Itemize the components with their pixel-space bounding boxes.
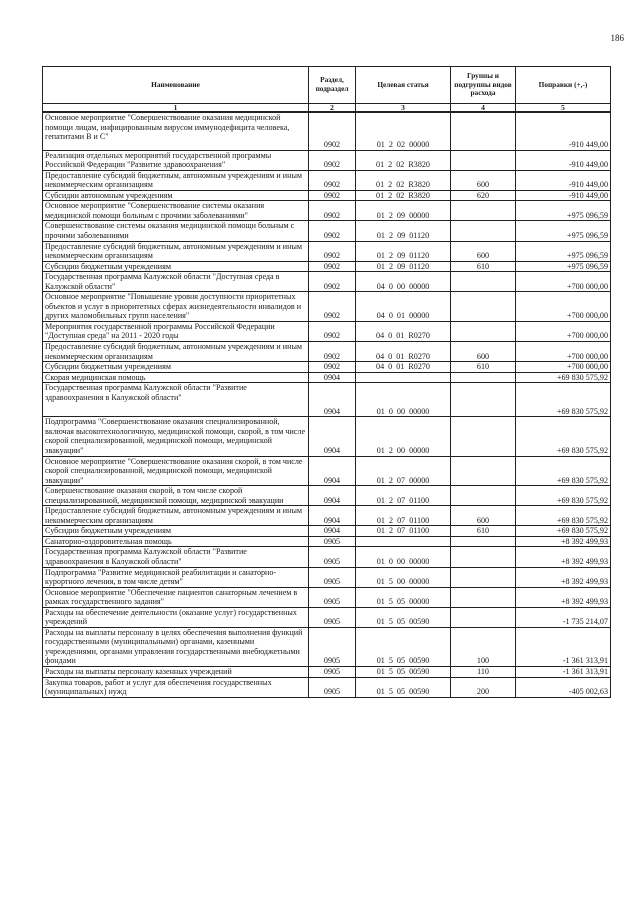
row-amount-cell: +700 000,00 bbox=[516, 272, 611, 292]
row-name-cell: Совершенствование оказания скорой, в том числе скорой специализированной, медицинской помощи, медицинской эвакуации bbox=[43, 486, 309, 506]
row-name-cell: Закупка товаров, работ и услуг для обеспечения государственных (муниципальных) нужд bbox=[43, 677, 309, 697]
table-row bbox=[43, 342, 611, 362]
row-group-cell bbox=[451, 292, 516, 322]
table-row bbox=[43, 321, 611, 341]
row-name-cell: Мероприятия государственной программы Российской Федерации "Доступная среда" на 2011 - 2020 годы bbox=[43, 321, 309, 341]
row-amount-cell: +8 392 499,93 bbox=[516, 587, 611, 607]
row-section-cell: 0902 bbox=[309, 241, 356, 261]
row-target-cell: 01 2 07 01100 bbox=[356, 526, 451, 537]
table-row bbox=[43, 506, 611, 526]
row-target-cell: 01 5 05 00590 bbox=[356, 627, 451, 666]
row-target-cell: 01 2 00 00000 bbox=[356, 417, 451, 456]
row-amount-cell: +69 830 575,92 bbox=[516, 506, 611, 526]
row-section-cell: 0905 bbox=[309, 547, 356, 567]
row-group-cell bbox=[451, 150, 516, 170]
row-amount-cell: -405 002,63 bbox=[516, 677, 611, 697]
row-name-cell: Расходы на выплаты персоналу в целях обеспечения выполнения функций государственными (муниципальными) органами, казенными учреждениями, органами управления государственными внебюджетными фондами bbox=[43, 627, 309, 666]
row-group-cell bbox=[451, 567, 516, 587]
row-group-cell bbox=[451, 112, 516, 150]
row-amount-cell: +8 392 499,93 bbox=[516, 536, 611, 547]
table-row bbox=[43, 362, 611, 373]
row-group-cell: 600 bbox=[451, 342, 516, 362]
row-name-cell: Субсидии бюджетным учреждениям bbox=[43, 362, 309, 373]
row-section-cell: 0904 bbox=[309, 526, 356, 537]
row-name-cell: Субсидии бюджетным учреждениям bbox=[43, 526, 309, 537]
row-section-cell: 0902 bbox=[309, 221, 356, 241]
row-amount-cell: +700 000,00 bbox=[516, 342, 611, 362]
table-row bbox=[43, 372, 611, 383]
table-row bbox=[43, 221, 611, 241]
row-group-cell bbox=[451, 201, 516, 221]
row-name-cell: Санаторно-оздоровительная помощь bbox=[43, 536, 309, 547]
row-target-cell: 01 2 09 01120 bbox=[356, 241, 451, 261]
row-group-cell bbox=[451, 417, 516, 456]
table-row bbox=[43, 112, 611, 150]
row-section-cell: 0904 bbox=[309, 456, 356, 486]
row-amount-cell: +8 392 499,93 bbox=[516, 567, 611, 587]
row-amount-cell: -910 449,00 bbox=[516, 150, 611, 170]
table-row bbox=[43, 170, 611, 190]
row-amount-cell: +975 096,59 bbox=[516, 261, 611, 272]
row-amount-cell: -910 449,00 bbox=[516, 190, 611, 201]
row-section-cell: 0902 bbox=[309, 272, 356, 292]
row-target-cell bbox=[356, 536, 451, 547]
table-row bbox=[43, 567, 611, 587]
row-name-cell: Предоставление субсидий бюджетным, автономным учреждениям и иным некоммерческим организациям bbox=[43, 342, 309, 362]
row-name-cell: Совершенствование системы оказания медицинской помощи больным с прочими заболеваниями bbox=[43, 221, 309, 241]
row-target-cell: 01 2 02 R3820 bbox=[356, 150, 451, 170]
row-amount-cell: +975 096,59 bbox=[516, 241, 611, 261]
row-name-cell: Основное мероприятие "Повышение уровня доступности приоритетных объектов и услуг в приоритетных сферах жизнедеятельности инвалидов и других маломобильных групп населения" bbox=[43, 292, 309, 322]
row-amount-cell: +975 096,59 bbox=[516, 201, 611, 221]
row-group-cell: 620 bbox=[451, 190, 516, 201]
table-row bbox=[43, 607, 611, 627]
row-section-cell: 0902 bbox=[309, 201, 356, 221]
row-group-cell bbox=[451, 372, 516, 383]
column-number: 1 bbox=[43, 104, 309, 113]
row-section-cell: 0902 bbox=[309, 112, 356, 150]
table-row bbox=[43, 190, 611, 201]
table-row bbox=[43, 261, 611, 272]
row-name-cell: Реализация отдельных мероприятий государственной программы Российской Федерации "Развитие здравоохранения" bbox=[43, 150, 309, 170]
row-group-cell bbox=[451, 607, 516, 627]
row-section-cell: 0905 bbox=[309, 627, 356, 666]
row-name-cell: Предоставление субсидий бюджетным, автономным учреждениям и иным некоммерческим организациям bbox=[43, 170, 309, 190]
row-section-cell: 0902 bbox=[309, 170, 356, 190]
row-amount-cell: +69 830 575,92 bbox=[516, 417, 611, 456]
row-amount-cell: -910 449,00 bbox=[516, 170, 611, 190]
row-section-cell: 0902 bbox=[309, 342, 356, 362]
row-group-cell bbox=[451, 547, 516, 567]
row-group-cell bbox=[451, 456, 516, 486]
row-amount-cell: +69 830 575,92 bbox=[516, 456, 611, 486]
page-number: 186 bbox=[610, 33, 624, 43]
row-group-cell bbox=[451, 486, 516, 506]
row-amount-cell: -910 449,00 bbox=[516, 112, 611, 150]
row-target-cell bbox=[356, 372, 451, 383]
row-group-cell bbox=[451, 383, 516, 417]
row-group-cell bbox=[451, 587, 516, 607]
table-row bbox=[43, 677, 611, 697]
row-name-cell: Расходы на обеспечение деятельности (оказание услуг) государственных учреждений bbox=[43, 607, 309, 627]
row-name-cell: Основное мероприятие "Совершенствование оказания скорой, в том числе скорой специализированной, медицинской помощи, медицинской эвакуации" bbox=[43, 456, 309, 486]
row-name-cell: Основное мероприятие "Совершенствование оказания медицинской помощи лицам, инфицированным вирусом иммунодефицита человека, гепатитами В и С" bbox=[43, 112, 309, 150]
row-target-cell: 04 0 01 00000 bbox=[356, 292, 451, 322]
budget-amendments-table bbox=[42, 66, 611, 698]
row-section-cell: 0905 bbox=[309, 677, 356, 697]
row-section-cell: 0905 bbox=[309, 587, 356, 607]
table-body bbox=[43, 112, 611, 697]
row-amount-cell: +975 096,59 bbox=[516, 221, 611, 241]
row-group-cell: 110 bbox=[451, 666, 516, 677]
table-row bbox=[43, 536, 611, 547]
column-header-name: Наименование bbox=[43, 67, 309, 104]
row-section-cell: 0902 bbox=[309, 150, 356, 170]
row-amount-cell: +69 830 575,92 bbox=[516, 486, 611, 506]
row-name-cell: Предоставление субсидий бюджетным, автономным учреждениям и иным некоммерческим организациям bbox=[43, 506, 309, 526]
row-group-cell: 100 bbox=[451, 627, 516, 666]
row-target-cell: 04 0 01 R0270 bbox=[356, 342, 451, 362]
row-name-cell: Подпрограмма "Развитие медицинской реабилитации и санаторно-курортного лечения, в том числе детям" bbox=[43, 567, 309, 587]
table-row bbox=[43, 150, 611, 170]
row-section-cell: 0905 bbox=[309, 607, 356, 627]
row-section-cell: 0904 bbox=[309, 506, 356, 526]
row-amount-cell: +69 830 575,92 bbox=[516, 383, 611, 417]
row-target-cell: 04 0 00 00000 bbox=[356, 272, 451, 292]
row-section-cell: 0905 bbox=[309, 666, 356, 677]
row-target-cell: 01 2 07 01100 bbox=[356, 506, 451, 526]
row-name-cell: Государственная программа Калужской области "Доступная среда в Калужской области" bbox=[43, 272, 309, 292]
row-section-cell: 0904 bbox=[309, 383, 356, 417]
table-row bbox=[43, 241, 611, 261]
table-row bbox=[43, 587, 611, 607]
row-group-cell: 200 bbox=[451, 677, 516, 697]
row-amount-cell: +69 830 575,92 bbox=[516, 526, 611, 537]
row-amount-cell: +8 392 499,93 bbox=[516, 547, 611, 567]
column-header-group: Группы и подгруппы видов расхода bbox=[451, 67, 516, 104]
row-name-cell: Государственная программа Калужской области "Развитие здравоохранения в Калужской области" bbox=[43, 547, 309, 567]
column-header-amount: Поправки (+,-) bbox=[516, 67, 611, 104]
column-number: 5 bbox=[516, 104, 611, 113]
row-group-cell: 600 bbox=[451, 506, 516, 526]
row-name-cell: Основное мероприятие "Совершенствование системы оказания медицинской помощи больным с прочими заболеваниями" bbox=[43, 201, 309, 221]
row-group-cell bbox=[451, 221, 516, 241]
table-row bbox=[43, 666, 611, 677]
row-section-cell: 0905 bbox=[309, 536, 356, 547]
row-target-cell: 01 2 09 01120 bbox=[356, 261, 451, 272]
row-name-cell: Субсидии бюджетным учреждениям bbox=[43, 261, 309, 272]
row-group-cell bbox=[451, 272, 516, 292]
row-name-cell: Субсидии автономным учреждениям bbox=[43, 190, 309, 201]
column-header-target: Целевая статья bbox=[356, 67, 451, 104]
row-section-cell: 0905 bbox=[309, 567, 356, 587]
row-group-cell: 600 bbox=[451, 170, 516, 190]
row-name-cell: Подпрограмма "Совершенствование оказания специализированной, включая высокотехнологичную, медицинской помощи, скорой, в том числе скорой специализированной, медицинской помощи, медицинской эвакуации" bbox=[43, 417, 309, 456]
row-group-cell: 610 bbox=[451, 261, 516, 272]
row-target-cell: 01 2 02 00000 bbox=[356, 112, 451, 150]
table-row bbox=[43, 201, 611, 221]
row-amount-cell: +700 000,00 bbox=[516, 362, 611, 373]
row-name-cell: Государственная программа Калужской области "Развитие здравоохранения в Калужской области" bbox=[43, 383, 309, 417]
row-target-cell: 01 5 00 00000 bbox=[356, 567, 451, 587]
row-section-cell: 0904 bbox=[309, 417, 356, 456]
row-amount-cell: +700 000,00 bbox=[516, 321, 611, 341]
table-row bbox=[43, 456, 611, 486]
row-amount-cell: +69 830 575,92 bbox=[516, 372, 611, 383]
column-number-row bbox=[43, 104, 611, 113]
row-amount-cell: -1 735 214,07 bbox=[516, 607, 611, 627]
row-target-cell: 01 0 00 00000 bbox=[356, 547, 451, 567]
table-row bbox=[43, 547, 611, 567]
row-target-cell: 01 2 02 R3820 bbox=[356, 170, 451, 190]
row-name-cell: Основное мероприятие "Обеспечение пациентов санаторным лечением в рамках государственного задания" bbox=[43, 587, 309, 607]
row-group-cell bbox=[451, 321, 516, 341]
row-target-cell: 01 5 05 00000 bbox=[356, 587, 451, 607]
row-group-cell: 610 bbox=[451, 526, 516, 537]
row-name-cell: Скорая медицинская помощь bbox=[43, 372, 309, 383]
row-target-cell: 01 2 02 R3820 bbox=[356, 190, 451, 201]
column-number: 4 bbox=[451, 104, 516, 113]
row-section-cell: 0902 bbox=[309, 362, 356, 373]
column-number: 2 bbox=[309, 104, 356, 113]
row-target-cell: 04 0 01 R0270 bbox=[356, 321, 451, 341]
table-row bbox=[43, 526, 611, 537]
table-header-row bbox=[43, 67, 611, 104]
row-group-cell bbox=[451, 536, 516, 547]
row-name-cell: Предоставление субсидий бюджетным, автономным учреждениям и иным некоммерческим организациям bbox=[43, 241, 309, 261]
row-target-cell: 04 0 01 R0270 bbox=[356, 362, 451, 373]
row-section-cell: 0902 bbox=[309, 190, 356, 201]
table-row bbox=[43, 486, 611, 506]
row-amount-cell: -1 361 313,91 bbox=[516, 666, 611, 677]
table-row bbox=[43, 292, 611, 322]
row-section-cell: 0902 bbox=[309, 321, 356, 341]
row-target-cell: 01 5 05 00590 bbox=[356, 677, 451, 697]
row-section-cell: 0902 bbox=[309, 292, 356, 322]
row-target-cell: 01 5 05 00590 bbox=[356, 607, 451, 627]
row-amount-cell: -1 361 313,91 bbox=[516, 627, 611, 666]
row-target-cell: 01 2 09 00000 bbox=[356, 201, 451, 221]
table-row bbox=[43, 383, 611, 417]
row-target-cell: 01 2 09 01120 bbox=[356, 221, 451, 241]
column-number: 3 bbox=[356, 104, 451, 113]
row-target-cell: 01 5 05 00590 bbox=[356, 666, 451, 677]
row-amount-cell: +700 000,00 bbox=[516, 292, 611, 322]
row-target-cell: 01 2 07 01100 bbox=[356, 486, 451, 506]
row-target-cell: 01 0 00 00000 bbox=[356, 383, 451, 417]
row-section-cell: 0904 bbox=[309, 486, 356, 506]
row-group-cell: 600 bbox=[451, 241, 516, 261]
table-row bbox=[43, 272, 611, 292]
row-section-cell: 0904 bbox=[309, 372, 356, 383]
row-target-cell: 01 2 07 00000 bbox=[356, 456, 451, 486]
row-name-cell: Расходы на выплаты персоналу казенных учреждений bbox=[43, 666, 309, 677]
table-row bbox=[43, 417, 611, 456]
column-header-section: Раздел, подраздел bbox=[309, 67, 356, 104]
table-row bbox=[43, 627, 611, 666]
row-group-cell: 610 bbox=[451, 362, 516, 373]
row-section-cell: 0902 bbox=[309, 261, 356, 272]
